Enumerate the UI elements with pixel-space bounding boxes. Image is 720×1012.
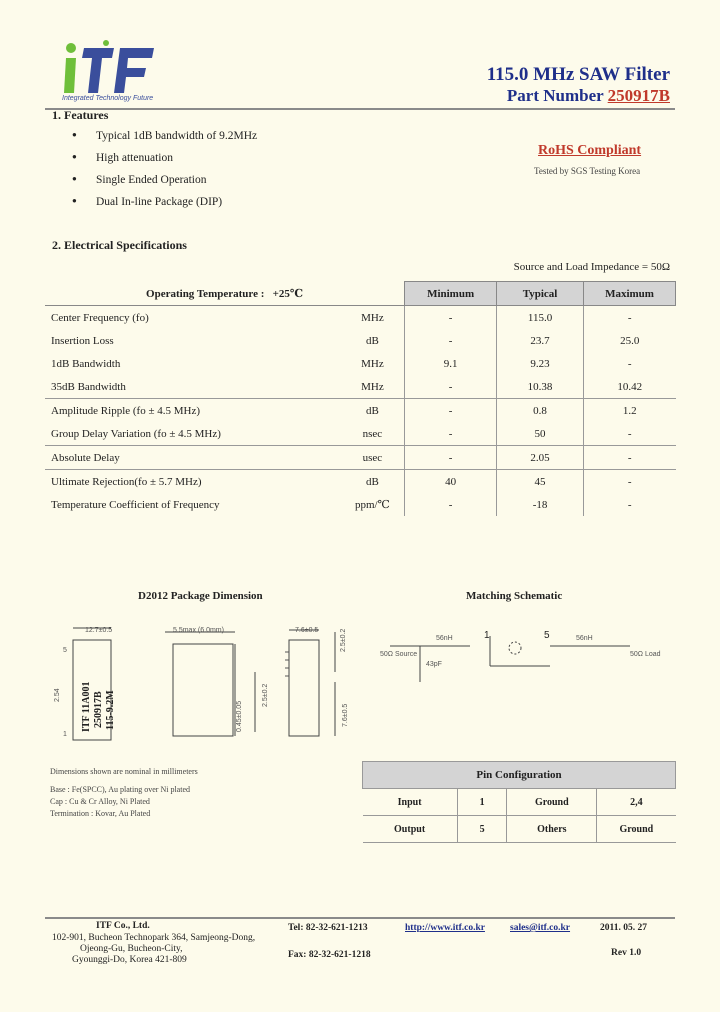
op-temp-label: Operating Temperature :: [146, 287, 265, 300]
product-title: 115.0 MHz SAW Filter: [486, 64, 670, 85]
max-cell: -: [627, 427, 632, 440]
min-cell: 40: [405, 470, 497, 494]
col-maximum: Maximum: [584, 282, 676, 306]
dim-h2: 0.45±0.05: [236, 700, 243, 732]
max-cell: 25.0: [620, 334, 640, 347]
in-capacitor: 43pF: [426, 661, 442, 668]
table-row: [45, 306, 676, 330]
company-name: ITF Co., Ltd.: [96, 921, 150, 931]
part-number-value: 250917B: [607, 86, 670, 105]
col-typical: Typical: [497, 282, 584, 306]
min-cell: -: [405, 422, 497, 446]
electrical-heading: 2. Electrical Specifications: [52, 238, 187, 252]
in-inductor: 56nH: [436, 635, 453, 642]
electrical-spec-table: [45, 281, 676, 516]
matching-schematic: [380, 622, 675, 692]
typ-cell: 10.38: [497, 375, 584, 399]
features-list: [72, 130, 257, 218]
pin-left: 1: [484, 630, 490, 641]
package-drawing: [45, 612, 365, 762]
spec-header-row: [45, 282, 676, 306]
impedance-note: Source and Load Impedance = 50Ω: [513, 261, 670, 273]
param-cell: Temperature Coefficient of Frequency: [51, 498, 220, 511]
feature-item: ● Single Ended Operation: [72, 174, 257, 196]
param-cell: Insertion Loss: [51, 334, 114, 347]
max-cell: -: [584, 306, 676, 330]
email-link[interactable]: sales@itf.co.kr: [510, 923, 571, 933]
unit-cell: usec: [341, 446, 405, 470]
pin-label-5: 5: [63, 647, 67, 654]
part-number-label: Part Number: [506, 86, 604, 105]
table-row: [45, 446, 676, 470]
unit-cell: dB: [341, 470, 405, 494]
marking-line-3: 115-9.2M: [105, 690, 116, 730]
note-line: Termination : Kovar, Au Plated: [50, 809, 151, 818]
table-row: [45, 399, 676, 423]
pin-config-table: [362, 761, 676, 843]
unit-cell: ppm/℃: [341, 493, 405, 516]
unit-cell: dB: [341, 329, 405, 352]
min-cell: -: [405, 306, 497, 330]
table-row: [45, 352, 676, 375]
package-notes: [50, 766, 198, 820]
unit-cell: nsec: [341, 422, 405, 446]
address-line: Ojeong-Gu, Bucheon-City,: [80, 944, 183, 954]
company-address: [52, 933, 255, 966]
source-label: 50Ω Source: [380, 651, 418, 658]
itf-logo: [62, 38, 162, 102]
rohs-label: RoHS Compliant: [538, 143, 642, 158]
min-cell: -: [405, 446, 497, 470]
table-row: [45, 375, 676, 399]
website-link[interactable]: http://www.itf.co.kr: [405, 923, 485, 933]
min-cell: -: [405, 375, 497, 399]
min-cell: -: [405, 493, 497, 516]
max-cell: -: [584, 446, 676, 470]
col-minimum: Minimum: [405, 282, 497, 306]
pin-cell: Others: [507, 816, 597, 843]
min-cell: -: [405, 329, 497, 352]
note-line: Base : Fe(SPCC), Au plating over Ni plated: [50, 785, 190, 794]
dim-h1: 2.5±0.2: [340, 628, 347, 652]
pin-cell: Output: [363, 816, 458, 843]
dim-h3: 2.5±0.2: [262, 683, 269, 707]
load-label: 50Ω Load: [630, 651, 661, 658]
pin-cell: Ground: [597, 816, 676, 843]
marking-line-2: 250917B: [93, 691, 104, 728]
dim-side: 5.5max (6.0mm): [173, 627, 224, 634]
dim-width: 12.7±0.5: [85, 627, 113, 634]
logo-tagline: Integrated Technology Future: [62, 95, 154, 102]
address-line: Gyounggi-Do, Korea 421-809: [72, 955, 187, 965]
feature-item: ● Typical 1dB bandwidth of 9.2MHz: [72, 130, 257, 152]
header-divider: [45, 108, 675, 110]
table-row: [45, 329, 676, 352]
dim-pitch: 7.6±0.5: [295, 627, 319, 634]
note-line: Dimensions shown are nominal in millimeters: [50, 767, 198, 776]
unit-cell: MHz: [341, 375, 405, 399]
typ-cell: 9.23: [497, 352, 584, 375]
table-row: [363, 816, 676, 843]
pin-config-title: Pin Configuration: [363, 762, 676, 789]
typ-cell: 2.05: [497, 446, 584, 470]
feature-item: ● High attenuation: [72, 152, 257, 174]
pin-label-1: 1: [63, 731, 67, 738]
note-line: Cap : Cu & Cr Alloy, Ni Plated: [50, 797, 150, 806]
param-cell: Amplitude Ripple (fo ± 4.5 MHz): [45, 399, 341, 423]
op-temp-value: +25℃: [272, 287, 304, 300]
pin-right: 5: [544, 630, 550, 641]
max-cell: -: [627, 498, 632, 511]
address-line: 102-901, Bucheon Technopark 364, Samjeong-Dong,: [52, 933, 256, 943]
unit-cell: MHz: [341, 306, 405, 330]
pin-cell: Input: [363, 789, 458, 816]
package-title: D2012 Package Dimension: [138, 590, 263, 602]
pin-cell: 1: [457, 789, 507, 816]
doc-date: 2011. 05. 27: [600, 923, 647, 933]
unit-cell: dB: [341, 399, 405, 423]
table-row: [45, 470, 676, 494]
features-heading: 1. Features: [52, 108, 109, 122]
dim-h4: 7.6±0.5: [342, 703, 349, 727]
out-inductor: 56nH: [576, 635, 593, 642]
operating-temperature: [45, 282, 405, 306]
footer-divider: [45, 917, 675, 919]
param-cell: Absolute Delay: [45, 446, 341, 470]
max-cell: 1.2: [584, 399, 676, 423]
table-row: [45, 422, 676, 446]
unit-cell: MHz: [341, 352, 405, 375]
pin-cell: Ground: [507, 789, 597, 816]
rohs-note: Tested by SGS Testing Korea: [534, 166, 641, 176]
typ-cell: 0.8: [497, 399, 584, 423]
typ-cell: 115.0: [497, 306, 584, 330]
min-cell: 9.1: [405, 352, 497, 375]
param-cell: 1dB Bandwidth: [51, 357, 121, 370]
table-row: [45, 493, 676, 516]
dim-lead: 2.54: [54, 688, 61, 702]
tel: Tel: 82-32-621-1213: [288, 923, 368, 933]
max-cell: 10.42: [617, 380, 643, 393]
param-cell: Ultimate Rejection(fo ± 5.7 MHz): [45, 470, 341, 494]
feature-item: ● Dual In-line Package (DIP): [72, 196, 257, 218]
revision: Rev 1.0: [611, 948, 642, 958]
param-cell: 35dB Bandwidth: [51, 380, 126, 393]
typ-cell: 23.7: [497, 329, 584, 352]
fax: Fax: 82-32-621-1218: [288, 950, 371, 960]
min-cell: -: [405, 399, 497, 423]
max-cell: -: [584, 470, 676, 494]
matching-title: Matching Schematic: [466, 590, 563, 602]
typ-cell: 45: [497, 470, 584, 494]
pin-cell: 2,4: [597, 789, 676, 816]
table-row: [363, 789, 676, 816]
pin-cell: 5: [457, 816, 507, 843]
param-cell: Group Delay Variation (fo ± 4.5 MHz): [51, 427, 221, 440]
marking-line-1: ITF 11A001: [81, 681, 92, 732]
max-cell: -: [627, 357, 632, 370]
param-cell: Center Frequency (fo): [45, 306, 341, 330]
part-number-line: [507, 86, 670, 106]
typ-cell: -18: [497, 493, 584, 516]
typ-cell: 50: [497, 422, 584, 446]
